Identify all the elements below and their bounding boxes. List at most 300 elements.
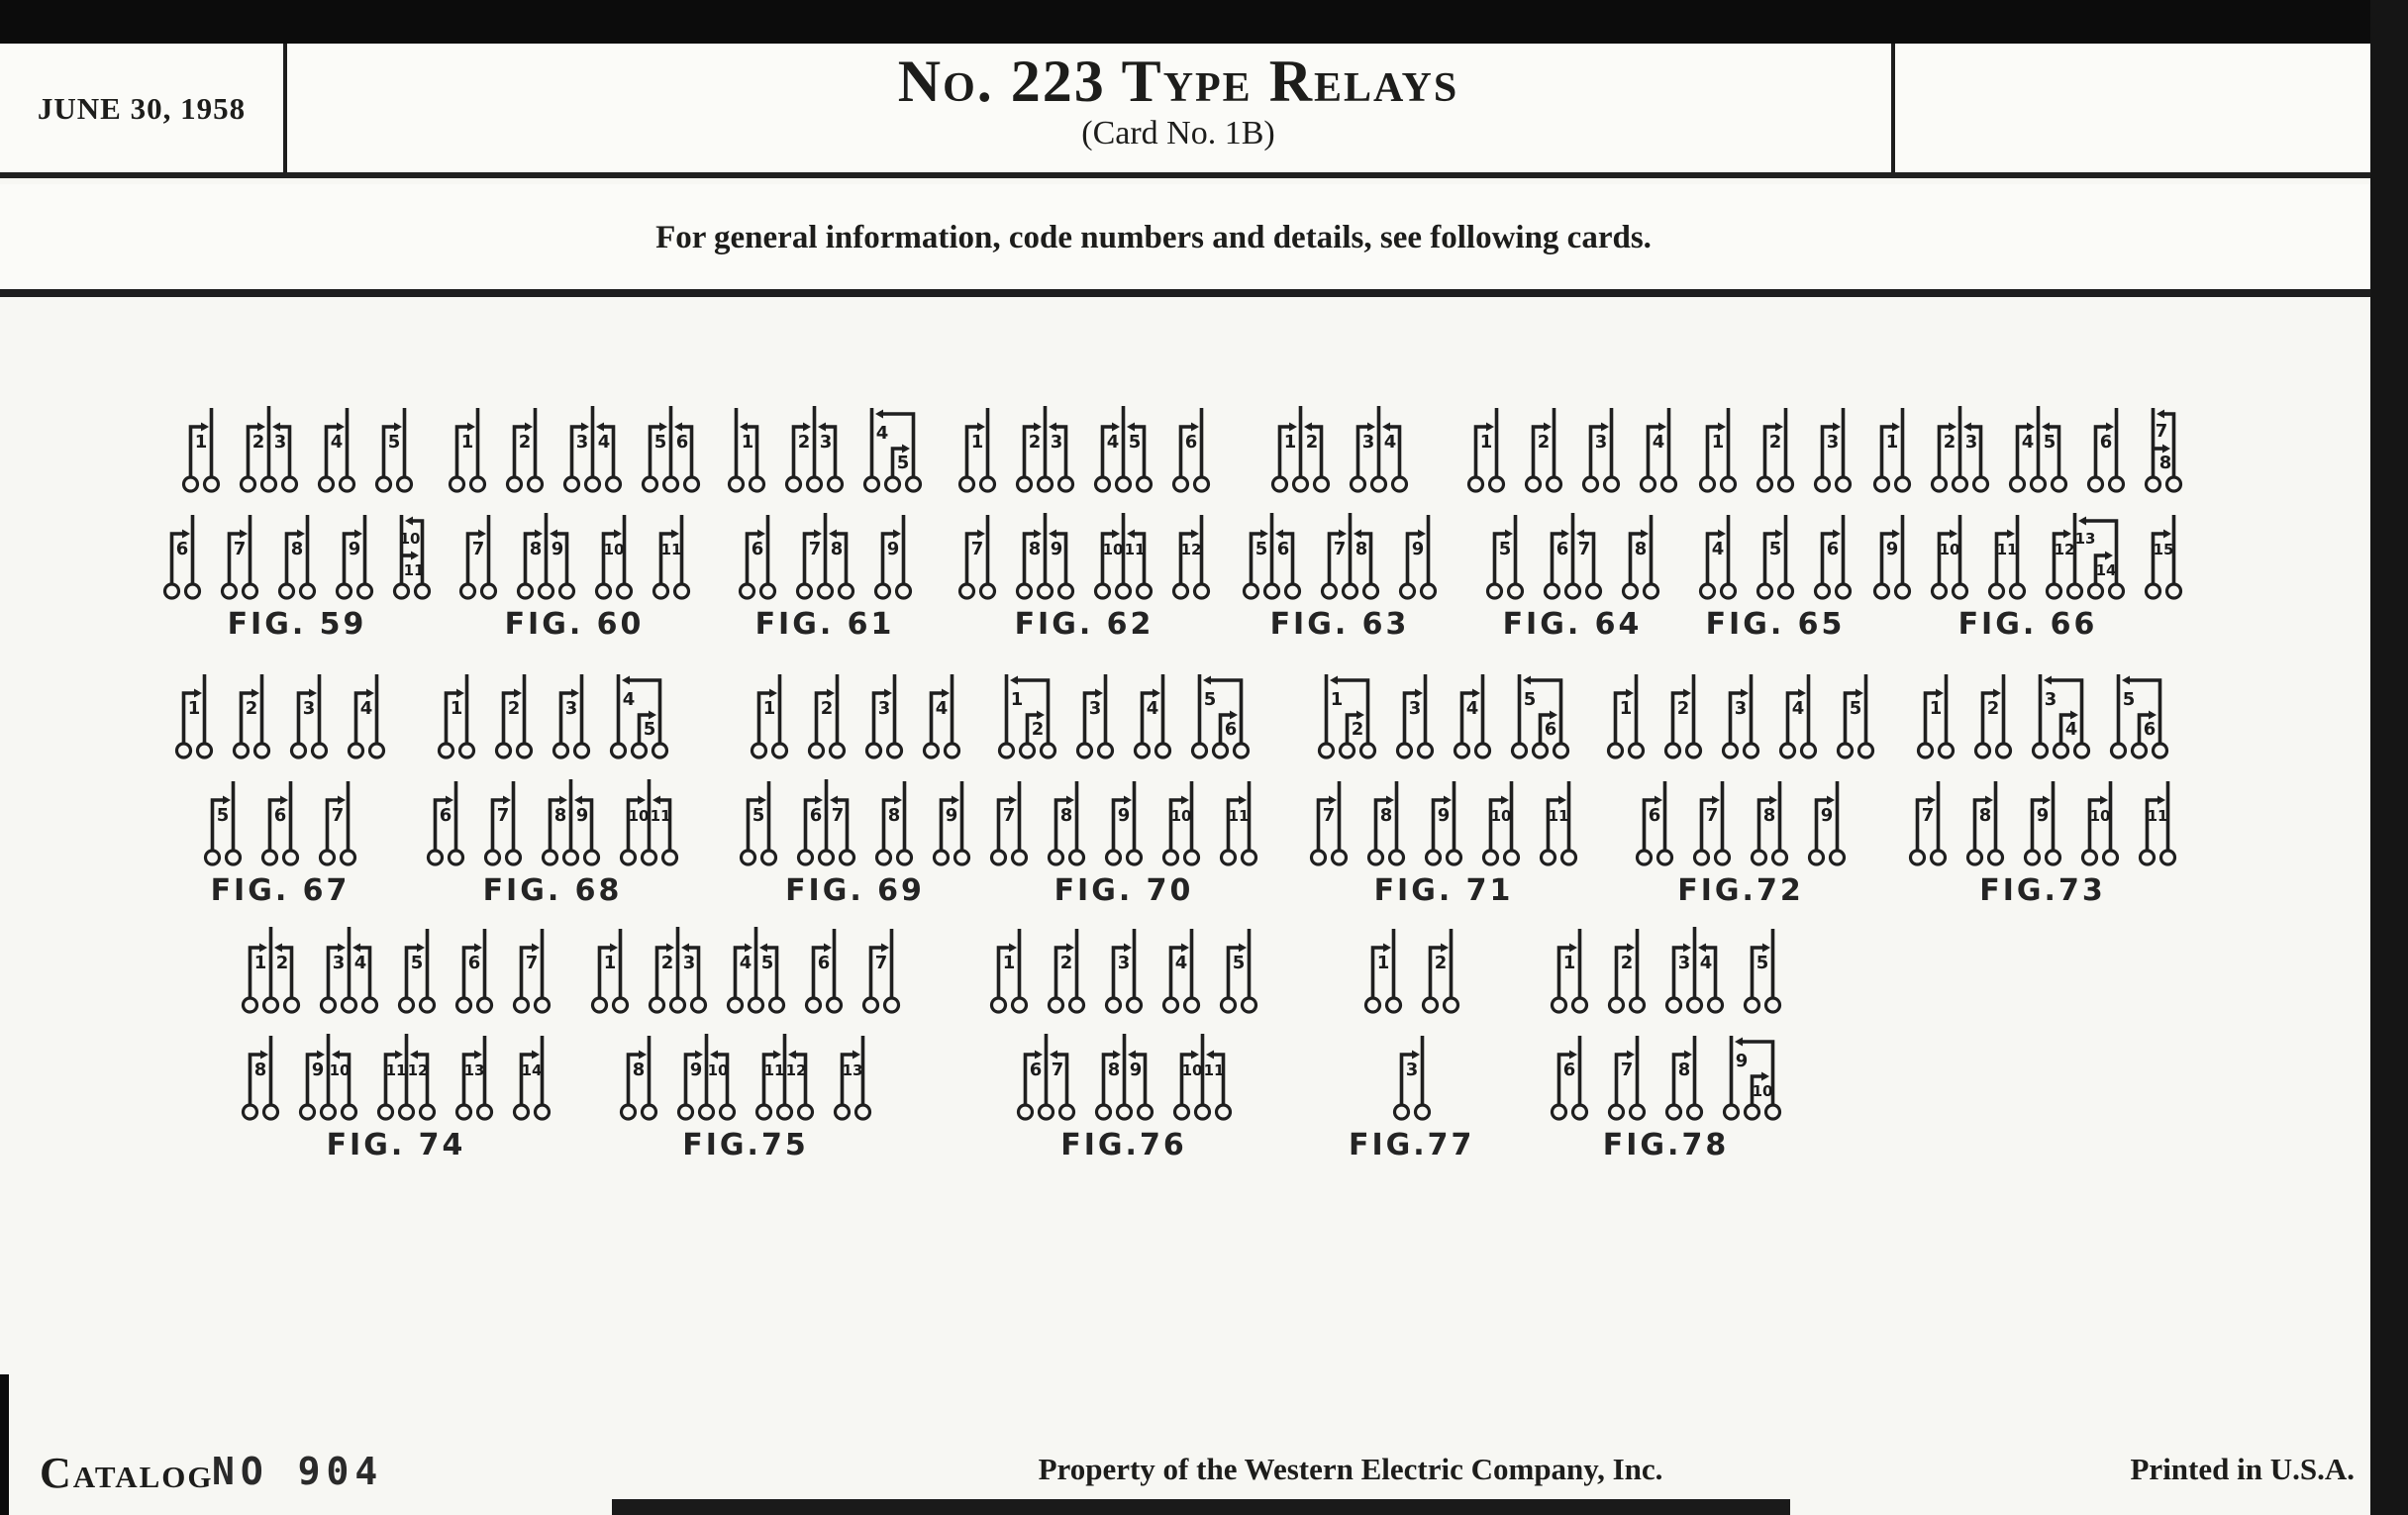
relay-contact-unit-9 <box>1868 510 1916 601</box>
svg-text:10: 10 <box>1490 807 1512 825</box>
svg-text:6: 6 <box>1184 432 1198 453</box>
svg-text:7: 7 <box>831 805 845 826</box>
contact-row <box>610 1031 881 1122</box>
svg-text:1: 1 <box>970 432 984 453</box>
svg-text:3: 3 <box>877 698 890 719</box>
relay-contact-unit-4 <box>1449 669 1496 760</box>
figure-label: FIG. 62 <box>1014 607 1154 642</box>
svg-text:3: 3 <box>682 953 696 973</box>
svg-text:9: 9 <box>1885 539 1899 559</box>
svg-text:10: 10 <box>1170 807 1192 825</box>
contact-row <box>729 510 922 601</box>
svg-text:7: 7 <box>1002 805 1016 826</box>
relay-contact-unit-2-3 <box>235 403 303 494</box>
relay-contact-unit-11 <box>648 510 695 601</box>
relay-contact-unit-4 <box>1774 669 1822 760</box>
relay-contact-unit-1 <box>1462 403 1510 494</box>
relay-contact-unit-8-9 <box>1011 510 1079 601</box>
contact-row <box>949 403 1220 494</box>
svg-text:9: 9 <box>1129 1060 1142 1080</box>
relay-contact-unit-13 <box>451 1031 498 1122</box>
relay-contact-unit-7 <box>1603 1031 1651 1122</box>
contact-row <box>1689 510 1861 601</box>
figure-fig-68 <box>417 669 688 908</box>
relay-contact-unit-8 <box>1617 510 1664 601</box>
contact-row <box>172 403 423 494</box>
relay-contact-unit-2 <box>228 669 275 760</box>
svg-text:9: 9 <box>945 805 958 826</box>
relay-contact-unit-6 <box>1809 510 1856 601</box>
svg-text:10: 10 <box>628 807 650 825</box>
relay-contact-unit-8 <box>1043 776 1090 867</box>
relay-contact-unit-10 <box>2076 776 2124 867</box>
relay-contact-unit-8 <box>870 776 918 867</box>
svg-text:6: 6 <box>1276 539 1290 559</box>
svg-text:7: 7 <box>1921 805 1935 826</box>
relay-contact-unit-11 <box>1215 776 1262 867</box>
figure-label: FIG. 59 <box>227 607 367 642</box>
svg-text:1: 1 <box>253 953 267 973</box>
relay-contact-unit-2 <box>1520 403 1567 494</box>
relay-contact-unit-8 <box>237 1031 284 1122</box>
svg-text:10: 10 <box>1102 541 1124 558</box>
relay-contact-unit-2 <box>1659 669 1707 760</box>
svg-text:2: 2 <box>1943 432 1956 453</box>
relay-contact-unit-6-7 <box>792 776 860 867</box>
relay-contact-unit-3 <box>1388 1031 1436 1122</box>
svg-text:6: 6 <box>1562 1060 1576 1080</box>
relay-contact-unit-1 <box>1694 403 1742 494</box>
relay-contact-unit-11 <box>1535 776 1582 867</box>
svg-text:4: 4 <box>330 432 343 453</box>
contact-row <box>1541 1031 1791 1122</box>
figure-fig-62 <box>949 403 1220 642</box>
relay-contact-unit-2-3 <box>644 924 712 1015</box>
svg-text:4: 4 <box>739 953 752 973</box>
svg-text:5: 5 <box>2043 432 2057 453</box>
svg-text:9: 9 <box>1411 539 1425 559</box>
svg-text:2: 2 <box>1351 719 1364 740</box>
figure-fig-78 <box>1541 924 1791 1162</box>
relay-contact-unit-13 <box>829 1031 876 1122</box>
svg-text:7: 7 <box>233 539 247 559</box>
svg-text:6: 6 <box>2143 719 2157 740</box>
printed-in-usa: Printed in U.S.A. <box>2130 1452 2355 1486</box>
relay-contact-unit-9 <box>869 510 917 601</box>
relay-contact-unit-6 <box>734 510 781 601</box>
svg-text:5: 5 <box>1768 539 1782 559</box>
svg-text:2: 2 <box>1537 432 1551 453</box>
relay-contact-unit-10-11 <box>388 510 436 601</box>
relay-contact-unit-2-3 <box>1011 403 1079 494</box>
svg-text:6: 6 <box>1224 719 1238 740</box>
svg-text:4: 4 <box>1174 953 1188 973</box>
contact-row <box>1863 510 2192 601</box>
figure-label: FIG. 67 <box>210 873 351 908</box>
contact-row <box>1476 510 1669 601</box>
svg-text:6: 6 <box>675 432 689 453</box>
svg-text:5: 5 <box>1523 689 1537 710</box>
relay-contact-unit-2 <box>803 669 851 760</box>
relay-contact-unit-5 <box>199 776 247 867</box>
figure-fig-66 <box>1863 403 2192 642</box>
svg-text:6: 6 <box>1029 1060 1042 1080</box>
relay-contact-unit-1 <box>586 924 634 1015</box>
relay-contact-unit-7 <box>953 510 1001 601</box>
contact-row <box>980 924 1267 1015</box>
svg-text:3: 3 <box>1964 432 1978 453</box>
svg-text:1: 1 <box>1929 698 1943 719</box>
relay-contact-unit-10 <box>1477 776 1525 867</box>
svg-text:1: 1 <box>741 432 754 453</box>
figure-label: FIG.76 <box>1060 1128 1187 1162</box>
svg-text:3: 3 <box>1405 1060 1418 1080</box>
svg-text:1: 1 <box>1479 432 1493 453</box>
svg-text:1: 1 <box>450 698 462 719</box>
relay-contact-unit-2-3 <box>780 403 849 494</box>
svg-text:8: 8 <box>1379 805 1393 826</box>
relay-contact-unit-1-2 <box>1266 403 1335 494</box>
svg-text:5: 5 <box>1232 953 1246 973</box>
relay-contact-unit-1 <box>1359 924 1407 1015</box>
contact-row <box>1626 776 1856 867</box>
relay-contact-unit-5-6 <box>1186 669 1254 760</box>
relay-contact-unit-3 <box>285 669 333 760</box>
figure-label: FIG. 61 <box>754 607 895 642</box>
svg-text:3: 3 <box>1734 698 1748 719</box>
figure-fig-75 <box>581 924 910 1162</box>
relay-contact-unit-7 <box>857 924 905 1015</box>
contact-row <box>439 403 710 494</box>
svg-text:4: 4 <box>622 689 635 710</box>
svg-text:10: 10 <box>399 530 421 548</box>
svg-text:1: 1 <box>1010 689 1024 710</box>
svg-text:8: 8 <box>2158 453 2172 473</box>
relay-contact-unit-9-10 <box>1718 1031 1786 1122</box>
svg-text:2: 2 <box>660 953 674 973</box>
relay-contact-unit-3 <box>1577 403 1625 494</box>
svg-text:8: 8 <box>253 1060 267 1080</box>
svg-text:7: 7 <box>874 953 888 973</box>
contact-row <box>1541 924 1791 1015</box>
relay-contact-unit-6 <box>1167 403 1215 494</box>
card-date: JUNE 30, 1958 <box>37 91 247 126</box>
relay-contact-unit-3 <box>860 669 908 760</box>
relay-contact-unit-9 <box>1100 776 1148 867</box>
svg-text:8: 8 <box>1354 539 1368 559</box>
svg-text:3: 3 <box>1088 698 1102 719</box>
contact-row <box>988 669 1259 760</box>
relay-contact-unit-1 <box>746 669 793 760</box>
contact-row <box>730 776 980 867</box>
svg-text:6: 6 <box>2099 432 2113 453</box>
relay-contact-unit-8 <box>1961 776 2009 867</box>
figure-fig-63 <box>1233 403 1447 642</box>
svg-text:10: 10 <box>1939 541 1960 558</box>
relay-contact-unit-4 <box>1129 669 1176 760</box>
relay-contact-unit-3-4 <box>2027 669 2095 760</box>
svg-text:8: 8 <box>1634 539 1647 559</box>
relay-contact-unit-7 <box>1904 776 1952 867</box>
relay-contact-unit-4 <box>1694 510 1742 601</box>
svg-text:4: 4 <box>1791 698 1805 719</box>
svg-text:9: 9 <box>575 805 589 826</box>
relay-contact-unit-6 <box>800 924 848 1015</box>
svg-text:13: 13 <box>2074 530 2096 548</box>
svg-text:1: 1 <box>1002 953 1016 973</box>
svg-text:9: 9 <box>551 539 563 559</box>
relay-contact-unit-1 <box>1912 669 1959 760</box>
relay-contact-unit-6 <box>158 510 206 601</box>
relay-contact-unit-11 <box>2134 776 2181 867</box>
svg-text:9: 9 <box>311 1060 325 1080</box>
figure-label: FIG.73 <box>1979 873 2106 908</box>
relay-contact-unit-1 <box>444 403 491 494</box>
relay-contact-unit-4-5 <box>858 403 927 494</box>
relay-contact-unit-5 <box>1481 510 1529 601</box>
svg-text:3: 3 <box>1361 432 1375 453</box>
svg-text:13: 13 <box>842 1061 863 1079</box>
svg-text:5: 5 <box>1498 539 1511 559</box>
svg-text:8: 8 <box>1028 539 1042 559</box>
svg-text:15: 15 <box>2153 541 2174 558</box>
svg-text:5: 5 <box>1203 689 1217 710</box>
svg-text:4: 4 <box>1146 698 1159 719</box>
svg-text:7: 7 <box>1705 805 1719 826</box>
figure-fig-59 <box>153 403 441 642</box>
figure-label: FIG. 74 <box>326 1128 466 1162</box>
svg-text:1: 1 <box>194 432 207 453</box>
relay-contact-unit-4-5 <box>722 924 790 1015</box>
svg-text:1: 1 <box>762 698 775 719</box>
relay-contact-unit-2 <box>1603 924 1651 1015</box>
svg-text:11: 11 <box>403 561 425 579</box>
relay-contact-unit-3 <box>1809 403 1856 494</box>
svg-text:3: 3 <box>1594 432 1608 453</box>
svg-text:1: 1 <box>1376 953 1389 973</box>
relay-contact-unit-6-7 <box>1012 1031 1080 1122</box>
relay-contact-unit-6 <box>451 924 498 1015</box>
svg-text:10: 10 <box>329 1061 351 1079</box>
svg-text:2: 2 <box>275 953 289 973</box>
svg-text:9: 9 <box>1050 539 1063 559</box>
svg-text:7: 7 <box>970 539 984 559</box>
figure-label: FIG. 64 <box>1502 607 1643 642</box>
relay-contact-unit-11-12 <box>372 1031 441 1122</box>
card-number: (Card No. 1B) <box>1081 115 1275 152</box>
svg-text:4: 4 <box>1465 698 1479 719</box>
svg-text:10: 10 <box>2089 807 2111 825</box>
contact-row <box>1233 510 1447 601</box>
svg-text:13: 13 <box>463 1061 485 1079</box>
svg-text:11: 11 <box>1203 1061 1224 1079</box>
svg-text:1: 1 <box>1619 698 1633 719</box>
svg-text:1: 1 <box>1330 689 1344 710</box>
relay-contact-unit-1 <box>723 403 770 494</box>
svg-text:11: 11 <box>1548 807 1569 825</box>
figure-label: FIG. 66 <box>1957 607 2098 642</box>
figure-label: FIG.75 <box>682 1128 809 1162</box>
contact-row <box>165 669 395 760</box>
svg-text:6: 6 <box>273 805 287 826</box>
svg-text:7: 7 <box>2155 421 2168 442</box>
svg-text:5: 5 <box>653 432 667 453</box>
contact-row <box>1689 403 1861 494</box>
relay-contact-unit-9-10 <box>294 1031 362 1122</box>
figure-fig-60 <box>439 403 710 642</box>
svg-text:8: 8 <box>1677 1060 1691 1080</box>
svg-text:6: 6 <box>809 805 823 826</box>
svg-text:1: 1 <box>1711 432 1725 453</box>
svg-text:2: 2 <box>1028 432 1042 453</box>
contact-row <box>428 669 678 760</box>
relay-contact-unit-4-5 <box>2004 403 2072 494</box>
svg-text:6: 6 <box>1544 719 1557 740</box>
svg-text:8: 8 <box>529 539 542 559</box>
relay-contact-unit-10-11 <box>615 776 683 867</box>
figure-fig-69 <box>730 669 980 908</box>
relay-contact-unit-1 <box>1868 403 1916 494</box>
svg-text:8: 8 <box>553 805 567 826</box>
svg-text:1: 1 <box>460 432 474 453</box>
svg-text:7: 7 <box>1051 1060 1063 1080</box>
svg-text:6: 6 <box>817 953 831 973</box>
relay-contact-unit-7 <box>508 924 555 1015</box>
svg-text:2: 2 <box>245 698 258 719</box>
relay-contact-unit-7-8 <box>791 510 859 601</box>
relay-contact-unit-8-9 <box>512 510 580 601</box>
svg-text:2: 2 <box>1434 953 1447 973</box>
relay-contact-unit-12-13-14 <box>2041 510 2130 601</box>
svg-text:2: 2 <box>1031 719 1045 740</box>
svg-text:2: 2 <box>251 432 264 453</box>
svg-text:4: 4 <box>359 698 373 719</box>
relay-contact-unit-7 <box>985 776 1033 867</box>
page-title: No. 223 Type Relays <box>897 49 1459 114</box>
svg-text:4: 4 <box>1711 539 1725 559</box>
svg-text:8: 8 <box>1107 1060 1120 1080</box>
figure-fig-73 <box>1899 669 2186 908</box>
relay-contact-unit-5 <box>1832 669 1879 760</box>
relay-contact-unit-1-2 <box>237 924 305 1015</box>
svg-text:3: 3 <box>1677 953 1691 973</box>
svg-text:9: 9 <box>689 1060 703 1080</box>
figure-fig-77 <box>1349 924 1474 1162</box>
svg-text:5: 5 <box>387 432 400 453</box>
svg-text:7: 7 <box>471 539 484 559</box>
svg-text:2: 2 <box>1620 953 1634 973</box>
svg-text:1: 1 <box>603 953 617 973</box>
figure-fig-76 <box>980 924 1267 1162</box>
figure-label: FIG.77 <box>1349 1128 1475 1162</box>
svg-text:8: 8 <box>830 539 843 559</box>
relay-contact-unit-11-12 <box>751 1031 819 1122</box>
svg-text:2: 2 <box>820 698 833 719</box>
relay-contact-unit-7 <box>479 776 527 867</box>
svg-text:12: 12 <box>785 1061 807 1079</box>
relay-contact-unit-4-5 <box>605 669 673 760</box>
relay-contact-unit-2 <box>501 403 549 494</box>
svg-text:4: 4 <box>1699 953 1713 973</box>
relay-contact-unit-5-6 <box>1506 669 1574 760</box>
relay-contact-unit-8 <box>1660 1031 1708 1122</box>
svg-text:2: 2 <box>797 432 811 453</box>
catalog-number-stamp: NO 904 <box>212 1450 384 1493</box>
svg-text:3: 3 <box>1408 698 1422 719</box>
svg-text:11: 11 <box>1996 541 2018 558</box>
relay-contact-unit-2 <box>490 669 538 760</box>
figure-fig-67 <box>165 669 395 908</box>
contact-row <box>1907 669 2178 760</box>
contact-row <box>1383 1031 1441 1122</box>
relay-contact-unit-4 <box>918 669 965 760</box>
relay-contact-unit-1 <box>1546 924 1593 1015</box>
svg-text:6: 6 <box>1555 539 1568 559</box>
svg-text:12: 12 <box>2054 541 2075 558</box>
svg-text:5: 5 <box>752 805 765 826</box>
svg-text:14: 14 <box>2095 561 2117 579</box>
svg-text:10: 10 <box>1752 1082 1773 1100</box>
svg-text:2: 2 <box>507 698 520 719</box>
figure-label: FIG.78 <box>1602 1128 1730 1162</box>
contact-row <box>949 510 1220 601</box>
svg-text:9: 9 <box>1735 1051 1749 1071</box>
relay-contact-unit-1 <box>177 403 225 494</box>
figure-fig-72 <box>1597 669 1884 908</box>
svg-text:8: 8 <box>1762 805 1776 826</box>
contact-row <box>741 669 970 760</box>
svg-text:7: 7 <box>1333 539 1347 559</box>
svg-text:4: 4 <box>353 953 367 973</box>
relay-contact-unit-5-6 <box>1238 510 1306 601</box>
contact-row <box>1597 669 1884 760</box>
relay-contact-unit-6 <box>256 776 304 867</box>
contact-row <box>980 776 1267 867</box>
contact-row <box>718 403 932 494</box>
svg-text:10: 10 <box>1181 1061 1202 1079</box>
svg-text:1: 1 <box>187 698 201 719</box>
relay-contact-unit-11 <box>1983 510 2031 601</box>
relay-contact-unit-3 <box>1100 924 1148 1015</box>
relay-contact-unit-5 <box>735 776 782 867</box>
contact-row <box>1863 403 2192 494</box>
svg-text:3: 3 <box>1826 432 1840 453</box>
svg-text:5: 5 <box>216 805 230 826</box>
relay-contact-unit-7 <box>454 510 502 601</box>
svg-text:4: 4 <box>935 698 948 719</box>
svg-text:14: 14 <box>521 1061 543 1079</box>
relay-contact-unit-2 <box>1417 924 1464 1015</box>
property-notice: Property of the Western Electric Company, Inc. <box>1038 1452 1663 1486</box>
relay-contact-unit-10 <box>1926 510 1973 601</box>
svg-text:9: 9 <box>1117 805 1131 826</box>
svg-text:5: 5 <box>1756 953 1769 973</box>
svg-text:7: 7 <box>331 805 345 826</box>
figure-fig-61 <box>718 403 932 642</box>
figure-label: FIG. 63 <box>1269 607 1410 642</box>
relay-contact-unit-8 <box>273 510 321 601</box>
svg-text:2: 2 <box>518 432 532 453</box>
svg-text:7: 7 <box>525 953 539 973</box>
svg-text:5: 5 <box>896 453 910 473</box>
svg-text:9: 9 <box>1437 805 1451 826</box>
svg-text:4: 4 <box>1652 432 1665 453</box>
contact-row <box>232 1031 560 1122</box>
svg-text:7: 7 <box>1620 1060 1634 1080</box>
svg-text:11: 11 <box>763 1061 785 1079</box>
svg-text:11: 11 <box>1124 541 1146 558</box>
relay-contact-unit-15 <box>2140 510 2187 601</box>
